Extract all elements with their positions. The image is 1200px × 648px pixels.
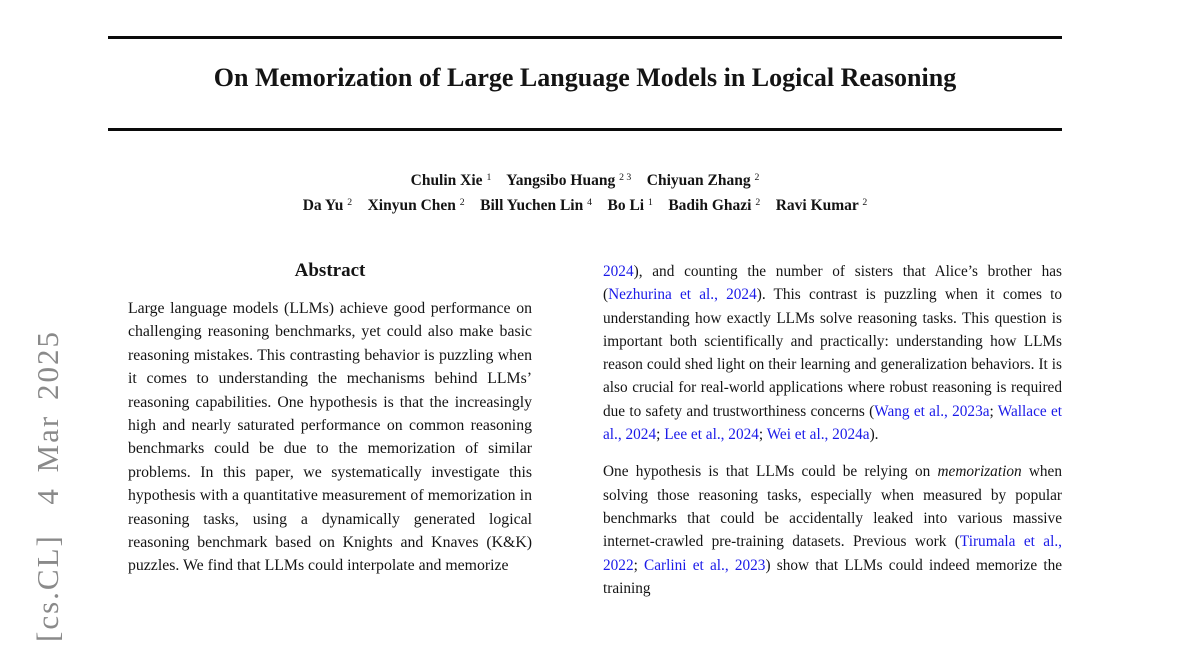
author-superscript: 2 3 [619, 172, 632, 183]
text-run: ) show that LLMs could indeed memorize the training [603, 556, 1063, 597]
citation-link[interactable]: Nezhurina et al., 2024 [608, 286, 757, 304]
paper-title: On Memorization of Large Language Models in Logical Reasoning [213, 63, 957, 92]
text-run: ; [656, 426, 665, 444]
title-rule-bottom [108, 128, 1062, 131]
text-run: Bo Li [607, 197, 648, 215]
text-run: ). [869, 426, 879, 444]
text-run [631, 172, 647, 189]
author-line-2 [108, 192, 1062, 217]
author-block [108, 167, 1062, 218]
text-run: when solving those reasoning tasks, especially when measured by popular benchmarks that could be accidentally leaked into various massive internet-crawled pre-training datasets. Previous work ( [603, 463, 1062, 551]
text-run: Chulin Xie [410, 171, 487, 189]
text-run [465, 197, 481, 214]
citation-link[interactable]: Wallace et al., 2024 [603, 402, 1062, 444]
author-superscript: 1 [486, 172, 492, 183]
intro-paragraph-2 [603, 460, 1062, 600]
citation-link[interactable]: 2024 [603, 263, 634, 280]
text-run: Bill Yuchen Lin [480, 197, 588, 215]
text-run [352, 197, 368, 214]
text-run: ; [989, 402, 998, 420]
introduction-column [603, 260, 1062, 600]
arxiv-category-date-stamp: [cs.CL] 4 Mar 2025 [30, 330, 65, 642]
text-run: Yangsibo Huang [506, 171, 620, 189]
text-run: ; [633, 556, 645, 574]
citation-link[interactable]: Wei et al., 2024a [766, 426, 870, 444]
author-superscript: 4 [587, 197, 592, 209]
intro-paragraph-1 [603, 260, 1062, 446]
title-rule-top [108, 36, 1062, 39]
text-run: Badih Ghazi [668, 197, 756, 215]
citation-link[interactable]: Carlini et al., 2023 [644, 556, 766, 574]
text-run: Chiyuan Zhang [646, 171, 755, 189]
abstract-heading: Abstract [294, 260, 366, 281]
text-run: ; [758, 426, 767, 444]
text-run: Xinyun Chen [367, 197, 460, 215]
text-run [491, 172, 506, 189]
citation-link[interactable]: Tirumala et al., 2022 [603, 533, 1062, 574]
author-superscript: 2 [347, 197, 353, 209]
author-line-1 [108, 167, 1062, 192]
text-run: One hypothesis is that LLMs could be relying on [603, 463, 938, 481]
text-run [760, 197, 776, 214]
text-run: ), and counting the number of sisters that Alice’s brother has ( [603, 263, 1062, 304]
text-run [592, 197, 608, 214]
abstract-body: Large language models (LLMs) achieve good performance on challenging reasoning benchmarks, yet could also make basic reasoning mistakes. This contrasting behavior is puzzling when it comes to understanding the mechanisms behind LLMs’ reasoning capabilities. One hypothesis is that the increasingly high and nearly saturated performance on common reasoning benchmarks could be due to the memorization of similar problems. In this paper, we systematically investigate this hypothesis with a quantitative measurement of memorization in reasoning tasks, using a dynamically generated logical reasoning benchmark based on Knights and Knaves (K&K) puzzles. We find that LLMs could interpolate and memorize [128, 300, 532, 575]
citation-link[interactable]: Lee et al., 2024 [664, 426, 759, 444]
emphasis-text: memorization [937, 463, 1022, 481]
text-run: Da Yu [302, 197, 348, 215]
text-run: ). This contrast is puzzling when it comes to understanding how exactly LLMs solve reasoning tasks. This question is important both scientifically and practically: understanding how LLMs reason could shed light on their learning and generalization behaviors. It is also crucial for real-world applications where robust reasoning is required due to safety and trustworthiness concerns ( [603, 286, 1063, 420]
author-superscript: 1 [647, 197, 653, 209]
citation-link[interactable]: Wang et al., 2023a [874, 402, 990, 420]
author-superscript: 2 [754, 172, 760, 183]
author-superscript: 2 [862, 197, 868, 209]
author-superscript: 2 [755, 197, 761, 209]
text-run: Ravi Kumar [775, 197, 863, 215]
text-run [653, 197, 669, 214]
author-superscript: 2 [459, 197, 465, 209]
